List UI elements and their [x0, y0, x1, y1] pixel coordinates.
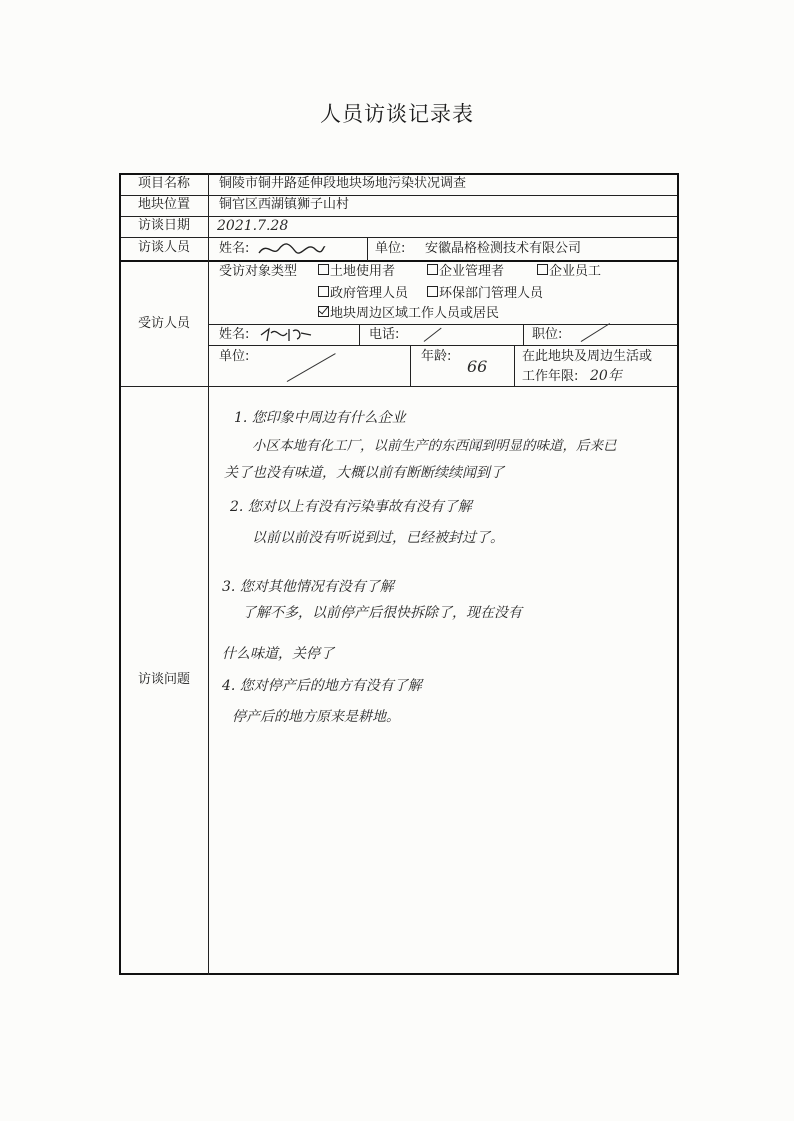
interviewer-unit-label: 单位: — [375, 241, 406, 256]
checkbox-icon — [537, 264, 548, 275]
cell-divider — [514, 345, 515, 386]
row-divider — [119, 216, 679, 217]
answer-line-2: 关了也没有味道，大概以前有断断续续闻到了 — [224, 465, 504, 481]
interviewee-phone-label: 电话: — [369, 327, 400, 342]
years-label-line1: 在此地块及周边生活或 — [522, 349, 653, 364]
interviewee-age-value: 66 — [467, 357, 488, 376]
interviewer-unit-value: 安徽晶格检测技术有限公司 — [425, 241, 582, 256]
location-label: 地块位置 — [137, 197, 190, 212]
form-title: 人员访谈记录表 — [320, 102, 474, 126]
table-border-bottom — [119, 973, 679, 975]
answer-line-3: 以前以前没有听说到过，已经被封过了。 — [252, 530, 504, 546]
answer-line-6: 停产后的地方原来是耕地。 — [232, 709, 400, 725]
table-border-left — [119, 173, 121, 975]
interviewee-signature — [259, 325, 314, 345]
date-value: 2021.7.28 — [217, 218, 289, 234]
location-value: 铜官区西湖镇狮子山村 — [219, 197, 350, 212]
checkbox-icon — [318, 264, 329, 275]
interviewee-type-label: 受访对象类型 — [219, 264, 298, 279]
option-enterprise-manager[interactable]: 企业管理者 — [427, 264, 504, 280]
label-column-divider — [208, 173, 209, 975]
option-government-staff[interactable]: 政府管理人员 — [318, 286, 408, 302]
option-land-user[interactable]: 土地使用者 — [318, 264, 395, 280]
option-nearby-resident[interactable]: 地块周边区域工作人员或居民 — [318, 306, 499, 322]
cell-divider — [410, 345, 411, 386]
cell-divider — [523, 324, 524, 345]
project-name-value: 铜陵市铜井路延伸段地块场地污染状况调查 — [219, 176, 467, 191]
interviewer-label: 访谈人员 — [137, 240, 190, 255]
row-divider — [209, 345, 679, 346]
checkbox-icon — [318, 286, 329, 297]
interviewee-label: 受访人员 — [137, 316, 190, 331]
answer-line-1: 小区本地有化工厂，以前生产的东西闻到明显的味道，后来已 — [252, 438, 617, 454]
row-divider — [119, 237, 679, 238]
unit-empty-slash — [287, 353, 336, 382]
position-empty-slash — [581, 323, 610, 342]
interviewer-name-label: 姓名: — [219, 241, 250, 256]
option-enterprise-employee[interactable]: 企业员工 — [537, 264, 601, 280]
answer-line-5: 什么味道，关停了 — [222, 646, 334, 662]
question-line-1: 1. 您印象中周边有什么企业 — [234, 410, 406, 426]
question-line-3: 3. 您对其他情况有没有了解 — [222, 579, 394, 595]
questions-label: 访谈问题 — [137, 672, 190, 687]
table-border-top — [119, 173, 679, 175]
row-divider — [119, 260, 679, 262]
question-line-2: 2. 您对以上有没有污染事故有没有了解 — [230, 499, 472, 515]
date-label: 访谈日期 — [137, 218, 190, 233]
cell-divider — [367, 237, 368, 261]
interviewee-unit-label: 单位: — [219, 349, 250, 364]
interviewer-signature — [257, 237, 327, 259]
interviewee-position-label: 职位: — [532, 327, 563, 342]
years-label-line2: 工作年限: — [522, 369, 579, 384]
table-border-right — [677, 173, 679, 975]
interviewee-name-label: 姓名: — [219, 327, 250, 342]
checkbox-checked-icon — [318, 306, 329, 317]
interview-record-table — [119, 173, 679, 975]
row-divider — [119, 386, 679, 387]
checkbox-icon — [427, 286, 438, 297]
project-name-label: 项目名称 — [137, 176, 190, 191]
interviewee-age-label: 年龄: — [421, 349, 452, 364]
question-line-4: 4. 您对停产后的地方有没有了解 — [222, 678, 422, 694]
cell-divider — [359, 324, 360, 345]
phone-empty-slash — [424, 328, 442, 342]
checkbox-icon — [427, 264, 438, 275]
row-divider — [119, 195, 679, 196]
answer-line-4: 了解不多，以前停产后很快拆除了，现在没有 — [242, 605, 522, 621]
years-value: 20年 — [590, 368, 622, 384]
option-environment-staff[interactable]: 环保部门管理人员 — [427, 286, 543, 302]
